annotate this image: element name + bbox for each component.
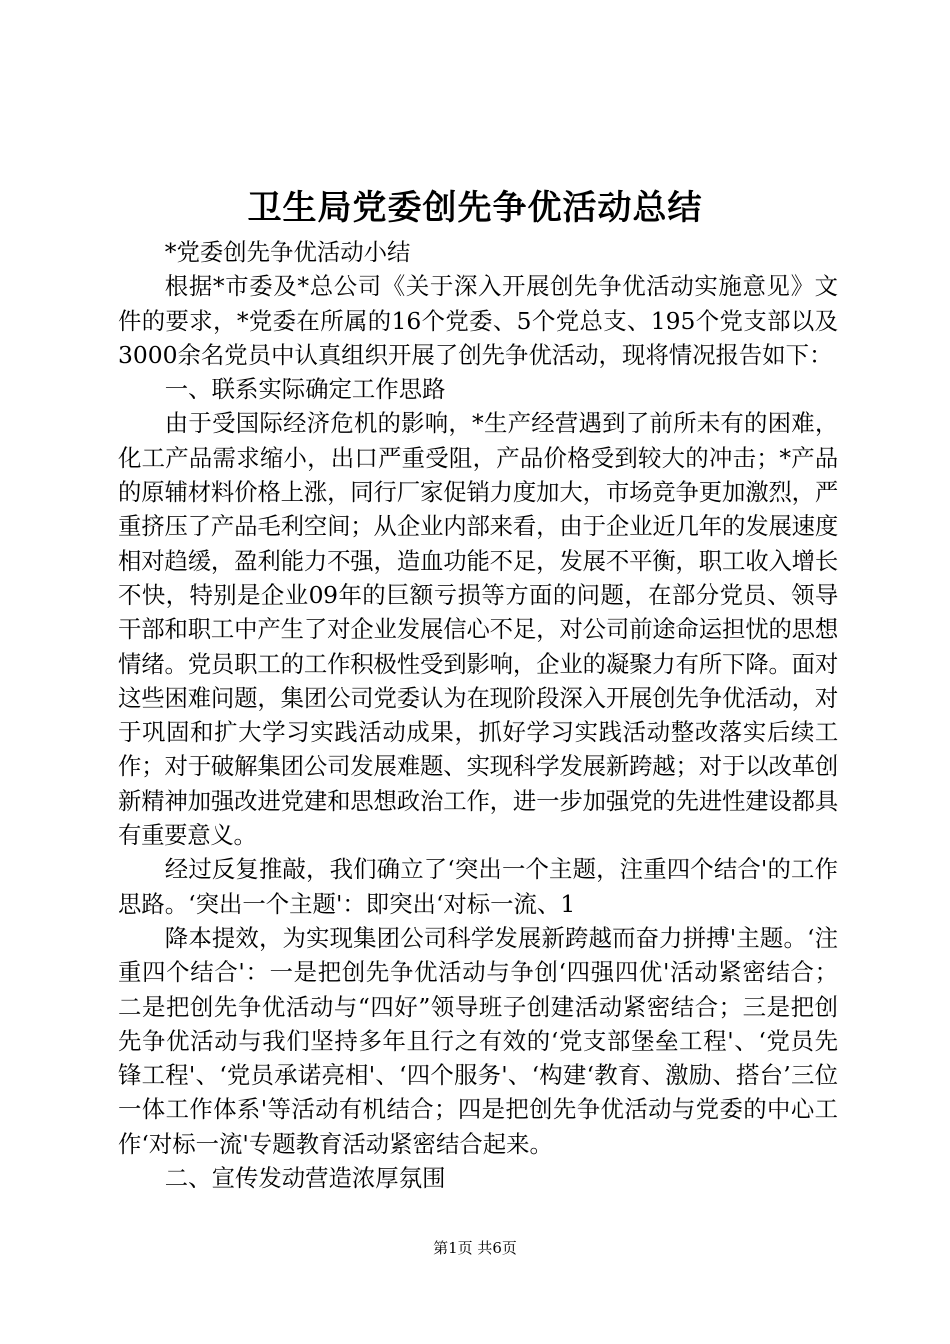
document-body: [118, 235, 838, 1195]
body-paragraph: 由于受国际经济危机的影响，*生产经营遇到了前所未有的困难，化工产品需求缩小，出口严重受阻，产品价格受到较大的冲击；*产品的原辅材料价格上涨，同行厂家促销力度加大，市场竞争更加激烈，严重挤压了产品毛利空间；从企业内部来看，由于企业近几年的发展速度相对趋缓，盈利能力不强，造血功能不足，发展不平衡，职工收入增长不快，特别是企业09年的巨额亏损等方面的问题，在部分党员、领导干部和职工中产生了对企业发展信心不足，对公司前途命运担忧的思想情绪。党员职工的工作积极性受到影响，企业的凝聚力有所下降。面对这些困难问题，集团公司党委认为在现阶段深入开展创先争优活动，对于巩固和扩大学习实践活动成果，抓好学习实践活动整改落实后续工作；对于破解集团公司发展难题、实现科学发展新跨越；对于以改革创新精神加强改进党建和思想政治工作，进一步加强党的先进性建设都具有重要意义。: [118, 409, 838, 850]
subtitle-paragraph: *党委创先争优活动小结: [164, 238, 411, 266]
body-paragraph: 经过反复推敲，我们确立了‘突出一个主题，注重四个结合'的工作思路。‘突出一个主题'：即突出‘对标一流、1: [118, 855, 838, 918]
intro-paragraph: 根据*市委及*总公司《关于深入开展创先争优活动实施意见》文件的要求，*党委在所属的16个党委、5个党总支、195个党支部以及3000余名党员中认真组织开展了创先争优活动，现将情况报告如下：: [118, 272, 838, 369]
section-heading-1: 一、联系实际确定工作思路: [164, 375, 446, 404]
page-footer: 第1页 共6页: [433, 1239, 517, 1257]
section-heading-2: 二、宣传发动营造浓厚氛围: [164, 1164, 446, 1193]
body-paragraph: 降本提效，为实现集团公司科学发展新跨越而奋力拼搏'主题。‘注重四个结合'：一是把创先争优活动与争创‘四强四优'活动紧密结合；二是把创先争优活动与“四好”领导班子创建活动紧密结合；三是把创先争优活动与我们坚持多年且行之有效的‘党支部堡垒工程'、‘党员先锋工程'、‘党员承诺亮相'、‘四个服务'、‘构建‘教育、激励、搭台’三位一体工作体系'等活动有机结合；四是把创先争优活动与党委的中心工作‘对标一流'专题教育活动紧密结合起来。: [118, 923, 838, 1158]
document-title: 卫生局党委创先争优活动总结: [247, 188, 703, 228]
